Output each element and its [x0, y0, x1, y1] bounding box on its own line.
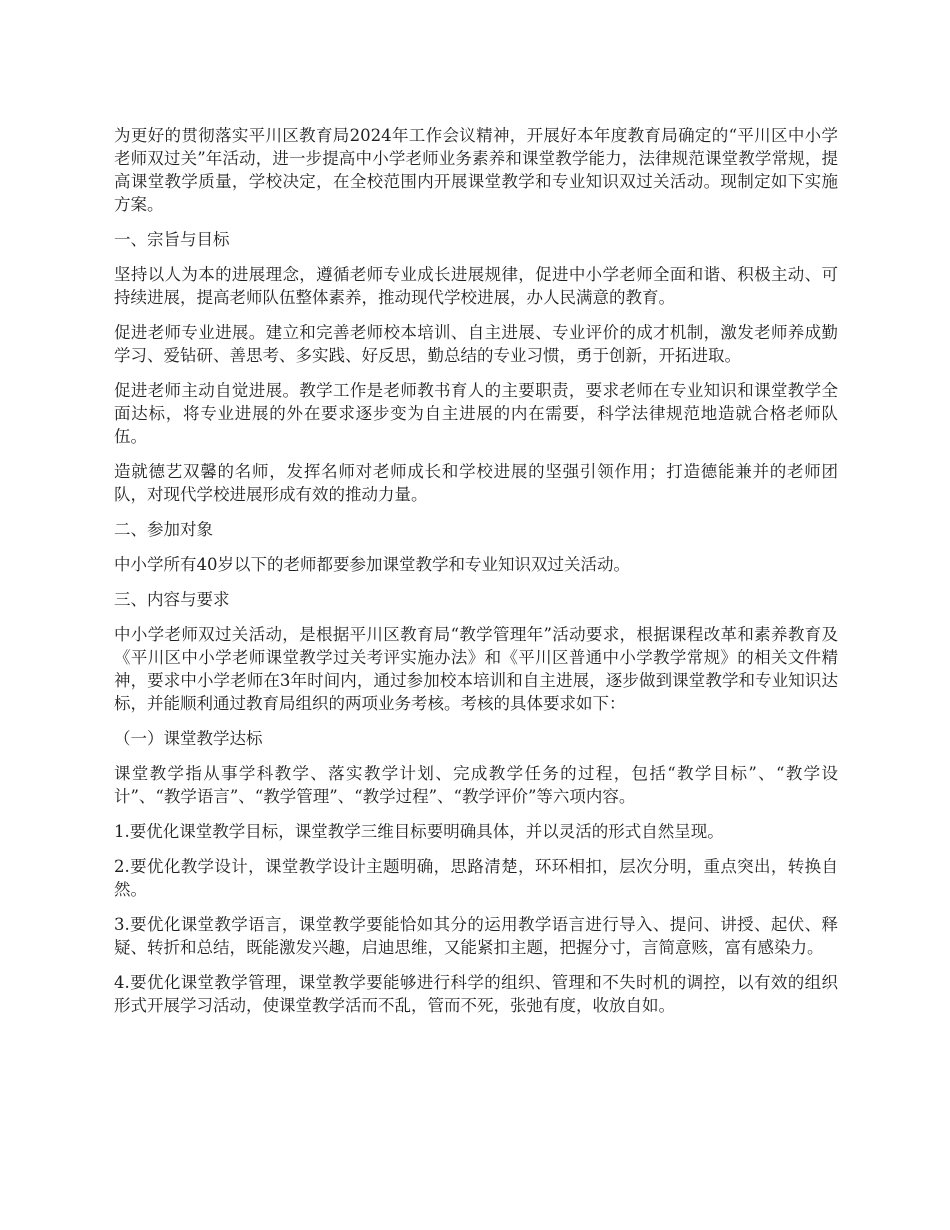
list-item-language: 3.要优化课堂教学语言，课堂教学要能恰如其分的运用教学语言进行导入、提问、讲授、起伏、释疑、转折和总结，既能激发兴趣，启迪思维，又能紧扣主题，把握分寸，言简意赅，富有感染力。: [114, 915, 838, 957]
list-item-objectives: 1.要优化课堂教学目标，课堂教学三维目标要明确具体，并以灵活的形式自然呈现。: [114, 822, 724, 841]
section-heading-purpose: 一、宗旨与目标: [114, 230, 230, 249]
paragraph-professional-development: 促进老师专业进展。建立和完善老师校本培训、自主进展、专业评价的成才机制，激发老师养成勤学习、爱钻研、善思考、多实践、好反思，勤总结的专业习惯，勇于创新，开拓进取。: [114, 323, 838, 365]
paragraph-philosophy: 坚持以人为本的进展理念，遵循老师专业成长进展规律，促进中小学老师全面和谐、积极主动、可持续进展，提高老师队伍整体素养，推动现代学校进展，办人民满意的教育。: [114, 265, 838, 307]
document-body: [114, 124, 838, 1029]
paragraph-content-requirements: 中小学老师双过关活动，是根据平川区教育局“教学管理年”活动要求，根据课程改革和素养教育及《平川区中小学老师课堂教学过关考评实施办法》和《平川区普通中小学教学常规》的相关文件精神，要求中小学老师在3年时间内，通过参加校本培训和自主进展，逐步做到课堂教学和专业知识达标，并能顺利通过教育局组织的两项业务考核。考核的具体要求如下：: [114, 625, 838, 713]
intro-paragraph: 为更好的贯彻落实平川区教育局2024年工作会议精神，开展好本年度教育局确定的“平川区中小学老师双过关”年活动，进一步提高中小学老师业务素养和课堂教学能力，法律规范课堂教学常规，提高课堂教学质量，学校决定，在全校范围内开展课堂教学和专业知识双过关活动。现制定如下实施方案。: [114, 126, 838, 214]
list-item-management: 4.要优化课堂教学管理，课堂教学要能够进行科学的组织、管理和不失时机的调控，以有效的组织形式开展学习活动，使课堂教学活而不乱，管而不死，张弛有度，收放自如。: [114, 973, 838, 1015]
paragraph-participants: 中小学所有40岁以下的老师都要参加课堂教学和专业知识双过关活动。: [114, 555, 630, 574]
list-item-design: 2.要优化教学设计，课堂教学设计主题明确，思路清楚，环环相扣，层次分明，重点突出，转换自然。: [114, 857, 838, 899]
paragraph-classroom-definition: 课堂教学指从事学科教学、落实教学计划、完成教学任务的过程，包括“教学目标”、“教学设计”、“教学语言”、“教学管理”、“教学过程”、“教学评价”等六项内容。: [114, 764, 838, 806]
paragraph-self-development: 促进老师主动自觉进展。教学工作是老师教书育人的主要职责，要求老师在专业知识和课堂教学全面达标，将专业进展的外在要求逐步变为自主进展的内在需要，科学法律规范地造就合格老师队伍。: [114, 381, 838, 446]
paragraph-famous-teachers: 造就德艺双馨的名师，发挥名师对老师成长和学校进展的坚强引领作用；打造德能兼并的老师团队，对现代学校进展形成有效的推动力量。: [114, 462, 838, 504]
section-heading-participants: 二、参加对象: [114, 520, 213, 539]
section-heading-content: 三、内容与要求: [114, 590, 230, 609]
subsection-heading-classroom: （一）课堂教学达标: [114, 729, 263, 748]
